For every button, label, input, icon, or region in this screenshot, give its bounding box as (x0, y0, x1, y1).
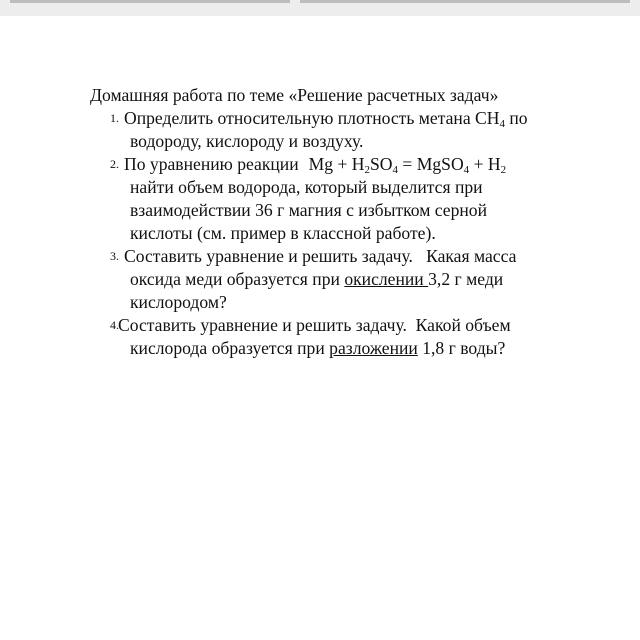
task-item-3 (90, 245, 570, 314)
task-item-4 (90, 314, 570, 360)
underlined-term: окислении (344, 269, 429, 289)
task-line: кислорода образуется при разложении 1,8 г воды? (130, 338, 506, 358)
task-number: 4. (110, 318, 119, 332)
top-edge-segment (300, 0, 630, 3)
task-line: найти объем водорода, который выделится при (130, 177, 483, 197)
task-line: кислородом? (130, 292, 227, 312)
homework-document (90, 84, 570, 360)
task-line: По уравнению реакции $Mg + H_2SO_4$ = MgSO$_4$ + $H_2$ (124, 154, 507, 176)
task-number: 1. (110, 111, 119, 125)
underlined-term: разложении (329, 338, 418, 358)
top-edge-bar (0, 0, 640, 16)
task-list (90, 107, 570, 360)
reaction-equation: $Mg + H_2SO_4$ = MgSO$_4$ + $H_2$ (308, 154, 507, 176)
task-item-2 (90, 153, 570, 245)
task-line: водороду, кислороду и воздуху. (130, 131, 364, 151)
task-number: 2. (110, 157, 119, 171)
page-title: Домашняя работа по теме «Решение расчетных задач» (90, 85, 499, 105)
task-line: Определить относительную плотность метана $CH_4$ по (124, 108, 528, 130)
task-number: 3. (110, 249, 119, 263)
top-edge-segment (10, 0, 290, 3)
task-line: Составить уравнение и решить задачу. Какая масса (124, 246, 517, 266)
task-line: кислоты (см. пример в классной работе). (130, 223, 436, 243)
task-item-1 (90, 107, 570, 153)
task-line: оксида меди образуется при окислении 3,2 г меди (130, 269, 504, 289)
task-line: взаимодействии 36 г магния с избытком серной (130, 200, 488, 220)
task-line: Составить уравнение и решить задачу. Какой объем (118, 315, 511, 335)
